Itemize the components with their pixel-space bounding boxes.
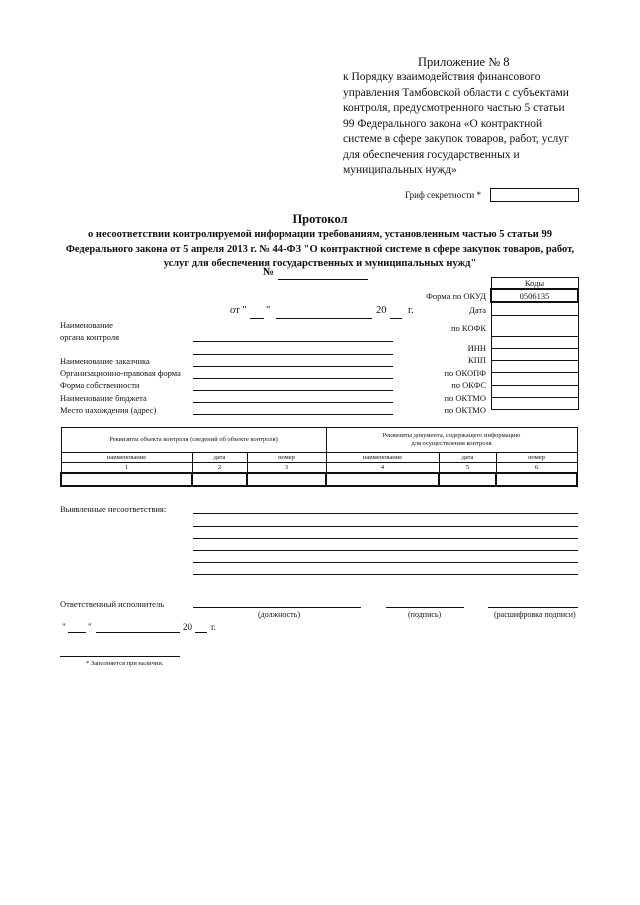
budget-field[interactable] — [193, 402, 393, 403]
footnote: * Заполняется при наличии. — [86, 660, 164, 667]
sign-caption: (подпись) — [408, 610, 442, 619]
col-header: наименование — [61, 453, 192, 463]
appendix-line: к Порядку взаимодействия финансового — [343, 71, 541, 83]
oktmo-cell-1[interactable] — [491, 385, 578, 397]
discrepancies-label: Выявленные несоответствия: — [60, 504, 167, 514]
col-number: 6 — [496, 463, 577, 474]
oktmo-label-1: по ОКТМО — [444, 393, 486, 403]
number-sign: № — [263, 266, 275, 278]
decode-field[interactable] — [488, 607, 578, 608]
col-header: дата — [192, 453, 247, 463]
date-from-label: от " — [230, 305, 247, 316]
appendix-line: системе в сфере закупок товаров, работ, услуг — [343, 133, 569, 145]
discrepancies-line[interactable] — [193, 550, 578, 551]
table-cell[interactable] — [61, 473, 192, 486]
date-year-suffix: г. — [408, 305, 414, 316]
requisites-table — [60, 427, 578, 487]
location-label: Место нахождения (адрес) — [60, 405, 157, 415]
footnote-divider — [60, 656, 180, 657]
appendix-line: 99 Федерального закона «О контрактной — [343, 117, 543, 130]
discrepancies-line[interactable] — [193, 538, 578, 539]
appendix-line: муниципальных нужд» — [343, 164, 457, 176]
kpp-label: КПП — [468, 355, 486, 365]
sign-date-year-suffix: г. — [211, 622, 216, 632]
okfs-cell[interactable] — [491, 373, 578, 385]
oktmo-label-2: по ОКТМО — [444, 405, 486, 415]
appendix-title: Приложение № 8 — [418, 55, 510, 69]
budget-label: Наименование бюджета — [60, 393, 147, 403]
appendix-line: управления Тамбовской области с субъектами — [343, 86, 569, 99]
table-cell[interactable] — [326, 473, 439, 486]
kofk-cell[interactable] — [491, 315, 578, 336]
kofk-label: по КОФК — [450, 323, 486, 333]
appendix-line: контроля, предусмотренного частью 5 статьи — [343, 102, 565, 114]
protocol-number-field[interactable] — [278, 279, 368, 280]
date-label: Дата — [469, 305, 486, 315]
position-field[interactable] — [193, 607, 361, 608]
control-body-label-1: Наименование — [60, 320, 113, 330]
secrecy-field[interactable] — [490, 188, 579, 202]
discrepancies-line[interactable] — [193, 526, 578, 527]
col-header: дата — [439, 453, 496, 463]
table-cell[interactable] — [439, 473, 496, 486]
inn-cell[interactable] — [491, 336, 578, 348]
appendix-text — [343, 70, 569, 179]
object-requisites-header: Реквизиты объекта контроля (сведений об объекте контроля) — [61, 428, 326, 453]
discrepancies-line[interactable] — [193, 513, 578, 514]
date-month-field[interactable] — [276, 318, 372, 319]
sign-date-day-field[interactable] — [68, 632, 86, 633]
col-number: 2 — [192, 463, 247, 474]
sign-date-quote-close: " — [88, 622, 92, 632]
date-year-field[interactable] — [390, 318, 402, 319]
date-year-prefix: 20 — [376, 305, 387, 316]
okud-value: 0506135 — [491, 289, 578, 302]
control-body-label-2: органа контроля — [60, 332, 120, 342]
ownership-field[interactable] — [193, 390, 393, 391]
location-field[interactable] — [193, 414, 393, 415]
protocol-subtitle: о несоответствии контролируемой информации требованиям, установленным частью 5 статьи 99 Федерального закона от 5 апреля 2013 г. № 44-ФЗ "О контрактной системе в сфере закупок товаров, работ, услуг для обеспечения государственных и муниципальных нужд" — [65, 229, 575, 269]
col-header: номер — [496, 453, 577, 463]
kpp-cell[interactable] — [491, 348, 578, 360]
legal-form-field[interactable] — [193, 378, 393, 379]
customer-field[interactable] — [193, 366, 393, 367]
sign-date-year-field[interactable] — [195, 632, 207, 633]
col-header: наименование — [326, 453, 439, 463]
position-caption: (должность) — [258, 610, 300, 619]
document-requisites-header-line-2: для осуществления контроля — [411, 440, 492, 447]
table-cell[interactable] — [496, 473, 577, 486]
okopf-cell[interactable] — [491, 361, 578, 373]
ownership-label: Форма собственности — [60, 380, 140, 390]
legal-form-label: Организационно-правовая форма — [60, 368, 181, 378]
control-body-field[interactable] — [193, 341, 393, 342]
col-number: 3 — [247, 463, 326, 474]
decode-caption: (расшифровка подписи) — [494, 610, 576, 619]
customer-label: Наименование заказчика — [60, 356, 150, 366]
date-day-field[interactable] — [250, 318, 264, 319]
sign-field[interactable] — [386, 607, 464, 608]
date-cell[interactable] — [491, 302, 578, 315]
col-header: номер — [247, 453, 326, 463]
discrepancies-line[interactable] — [193, 574, 578, 575]
okopf-label: по ОКОПФ — [444, 368, 486, 378]
appendix-line: для обеспечения государственных и — [343, 148, 520, 161]
table-cell[interactable] — [247, 473, 326, 486]
col-number: 1 — [61, 463, 192, 474]
control-body-field-2[interactable] — [193, 354, 393, 355]
codes-table — [490, 277, 579, 410]
col-number: 4 — [326, 463, 439, 474]
discrepancies-line[interactable] — [193, 562, 578, 563]
protocol-title: Протокол — [292, 212, 348, 226]
document-requisites-header-line-1: Реквизиты документа, содержащего информацию — [382, 432, 521, 439]
table-cell[interactable] — [192, 473, 247, 486]
inn-label: ИНН — [467, 343, 486, 353]
oktmo-cell-2[interactable] — [491, 398, 578, 410]
okud-label: Форма по ОКУД — [426, 291, 486, 301]
sign-date-quote-open: " — [62, 622, 66, 632]
col-number: 5 — [439, 463, 496, 474]
secrecy-label: Гриф секретности * — [405, 190, 481, 200]
date-quote-close: " — [266, 305, 271, 316]
sign-date-month-field[interactable] — [96, 632, 180, 633]
sign-date-year-prefix: 20 — [183, 622, 192, 632]
codes-header: Коды — [491, 278, 578, 290]
okfs-label: по ОКФС — [451, 380, 486, 390]
document-requisites-header — [326, 428, 577, 453]
executor-label: Ответственный исполнитель — [60, 599, 165, 609]
